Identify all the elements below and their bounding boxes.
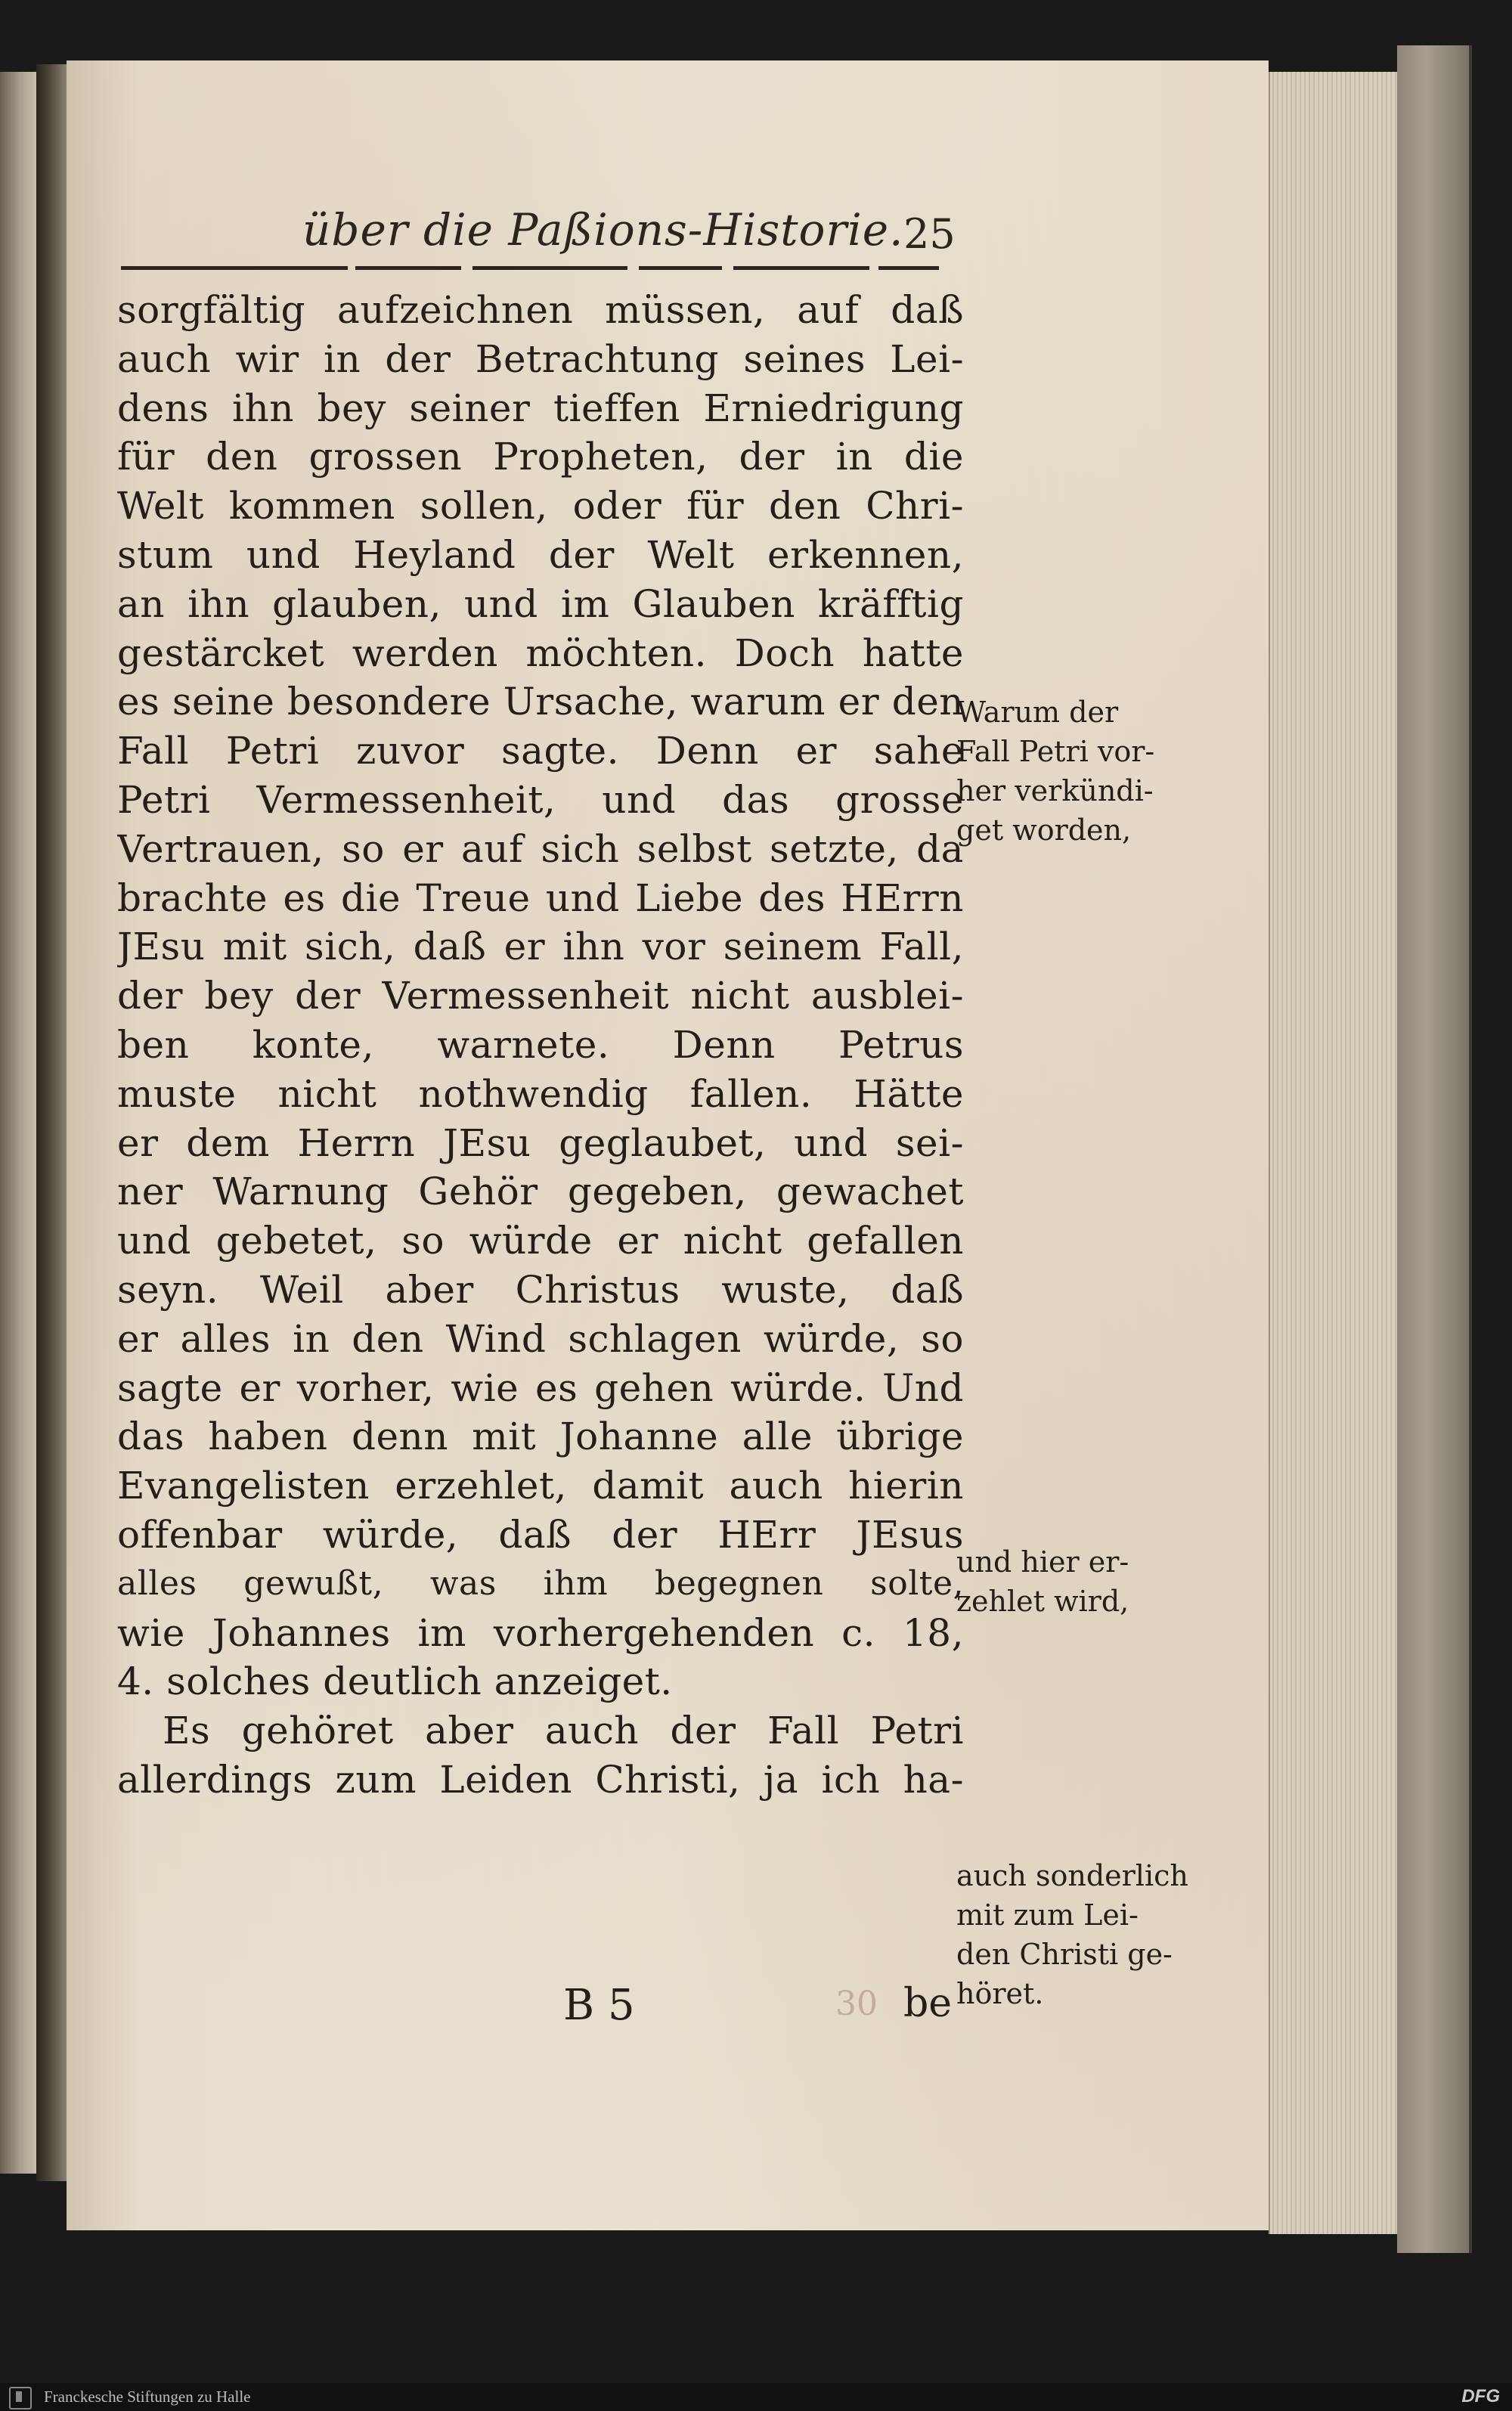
paragraph-start-line: Es gehöret aber auch der Fall Petri: [163, 1709, 964, 1753]
text-line: für den grossen Propheten, der in die: [117, 435, 964, 479]
signature-mark: B 5: [563, 1981, 635, 2030]
margin-note-line: Warum der: [956, 696, 1119, 729]
paragraph-end-line: 4. solches deutlich anzeiget.: [117, 1659, 673, 1704]
margin-note: [956, 1856, 1188, 2013]
text-line: JEsu mit sich, daß er ihn vor seinem Fall,: [117, 925, 964, 969]
text-line: Evangelisten erzehlet, damit auch hierin: [117, 1464, 964, 1508]
header-rule-segment: [733, 266, 869, 270]
page-number: 25: [903, 210, 956, 258]
text-line: dens ihn bey seiner tieffen Erniedrigung: [117, 386, 964, 430]
margin-note: [956, 693, 1154, 850]
text-line: ben konte, warnete. Denn Petrus: [117, 1022, 964, 1067]
text-line: stum und Heyland der Welt erkennen,: [117, 532, 964, 577]
margin-note: [956, 1542, 1129, 1621]
institution-logo-icon: [9, 2387, 32, 2409]
page-block-edge: [1269, 72, 1399, 2234]
margin-note-line: mit zum Lei-: [956, 1898, 1139, 1932]
text-line: Petri Vermessenheit, und das grosse: [117, 777, 964, 822]
header-rule-segment: [472, 266, 627, 270]
margin-note-line: und hier er-: [956, 1545, 1129, 1579]
margin-note-line: zehlet wird,: [956, 1585, 1129, 1618]
text-line: seyn. Weil aber Christus wuste, daß: [117, 1267, 964, 1312]
text-line: sagte er vorher, wie es gehen würde. Und: [117, 1365, 964, 1410]
text-line: wie Johannes im vorhergehenden c. 18,: [117, 1610, 964, 1655]
text-line: Vertrauen, so er auf sich selbst setzte, da: [117, 826, 964, 871]
margin-note-line: auch sonderlich: [956, 1859, 1188, 1892]
header-rule-segment: [355, 266, 461, 270]
text-line: alles gewußt, was ihm begegnen solte,: [117, 1563, 964, 1603]
text-line: offenbar würde, daß der HErr JEsus: [117, 1512, 964, 1557]
text-line: auch wir in der Betrachtung seines Lei-: [117, 336, 964, 381]
margin-note-line: höret.: [956, 1977, 1044, 2010]
text-line: der bey der Vermessenheit nicht ausblei-: [117, 974, 964, 1018]
text-line: an ihn glauben, und im Glauben kräfftig: [117, 581, 964, 626]
footer-bar: [0, 2383, 1512, 2411]
book-gutter: [36, 64, 67, 2181]
text-line: er alles in den Wind schlagen würde, so: [117, 1316, 964, 1361]
text-line: brachte es die Treue und Liebe des HErrn: [117, 875, 964, 920]
text-line: allerdings zum Leiden Christi, ja ich ha-: [117, 1757, 964, 1802]
footer-credit: Franckesche Stiftungen zu Halle: [44, 2388, 251, 2406]
text-line: es seine besondere Ursache, warum er den: [117, 680, 964, 724]
text-line: und gebetet, so würde er nicht gefallen: [117, 1219, 964, 1263]
body-text: [117, 286, 964, 1805]
dfg-badge: DFG: [1461, 2386, 1500, 2406]
header-rule-right: [878, 266, 939, 270]
running-head: über die Paßions-Historie.: [302, 204, 904, 256]
header-rule-segment: [639, 266, 722, 270]
text-line: Fall Petri zuvor sagte. Denn er sahe: [117, 729, 964, 773]
book-cover-edge: [1397, 45, 1472, 2253]
text-line: ner Warnung Gehör gegeben, gewachet: [117, 1170, 964, 1214]
catchword: be: [903, 1981, 953, 2026]
header-rule-left: [121, 266, 348, 270]
pencil-annotation: 30: [835, 1985, 878, 2023]
text-line: muste nicht nothwendig fallen. Hätte: [117, 1071, 964, 1116]
margin-note-line: get worden,: [956, 813, 1132, 847]
margin-note-line: her verkündi-: [956, 774, 1154, 807]
text-line: gestärcket werden möchten. Doch hatte: [117, 631, 964, 675]
text-line: sorgfältig aufzeichnen müssen, auf daß: [117, 288, 964, 332]
text-line: Welt kommen sollen, oder für den Chri-: [117, 484, 964, 528]
text-line: er dem Herrn JEsu geglaubet, und sei-: [117, 1120, 964, 1165]
margin-note-line: den Christi ge-: [956, 1938, 1173, 1971]
facing-page-edge: [0, 72, 39, 2174]
margin-note-line: Fall Petri vor-: [956, 735, 1155, 768]
text-line: das haben denn mit Johanne alle übrige: [117, 1415, 964, 1459]
